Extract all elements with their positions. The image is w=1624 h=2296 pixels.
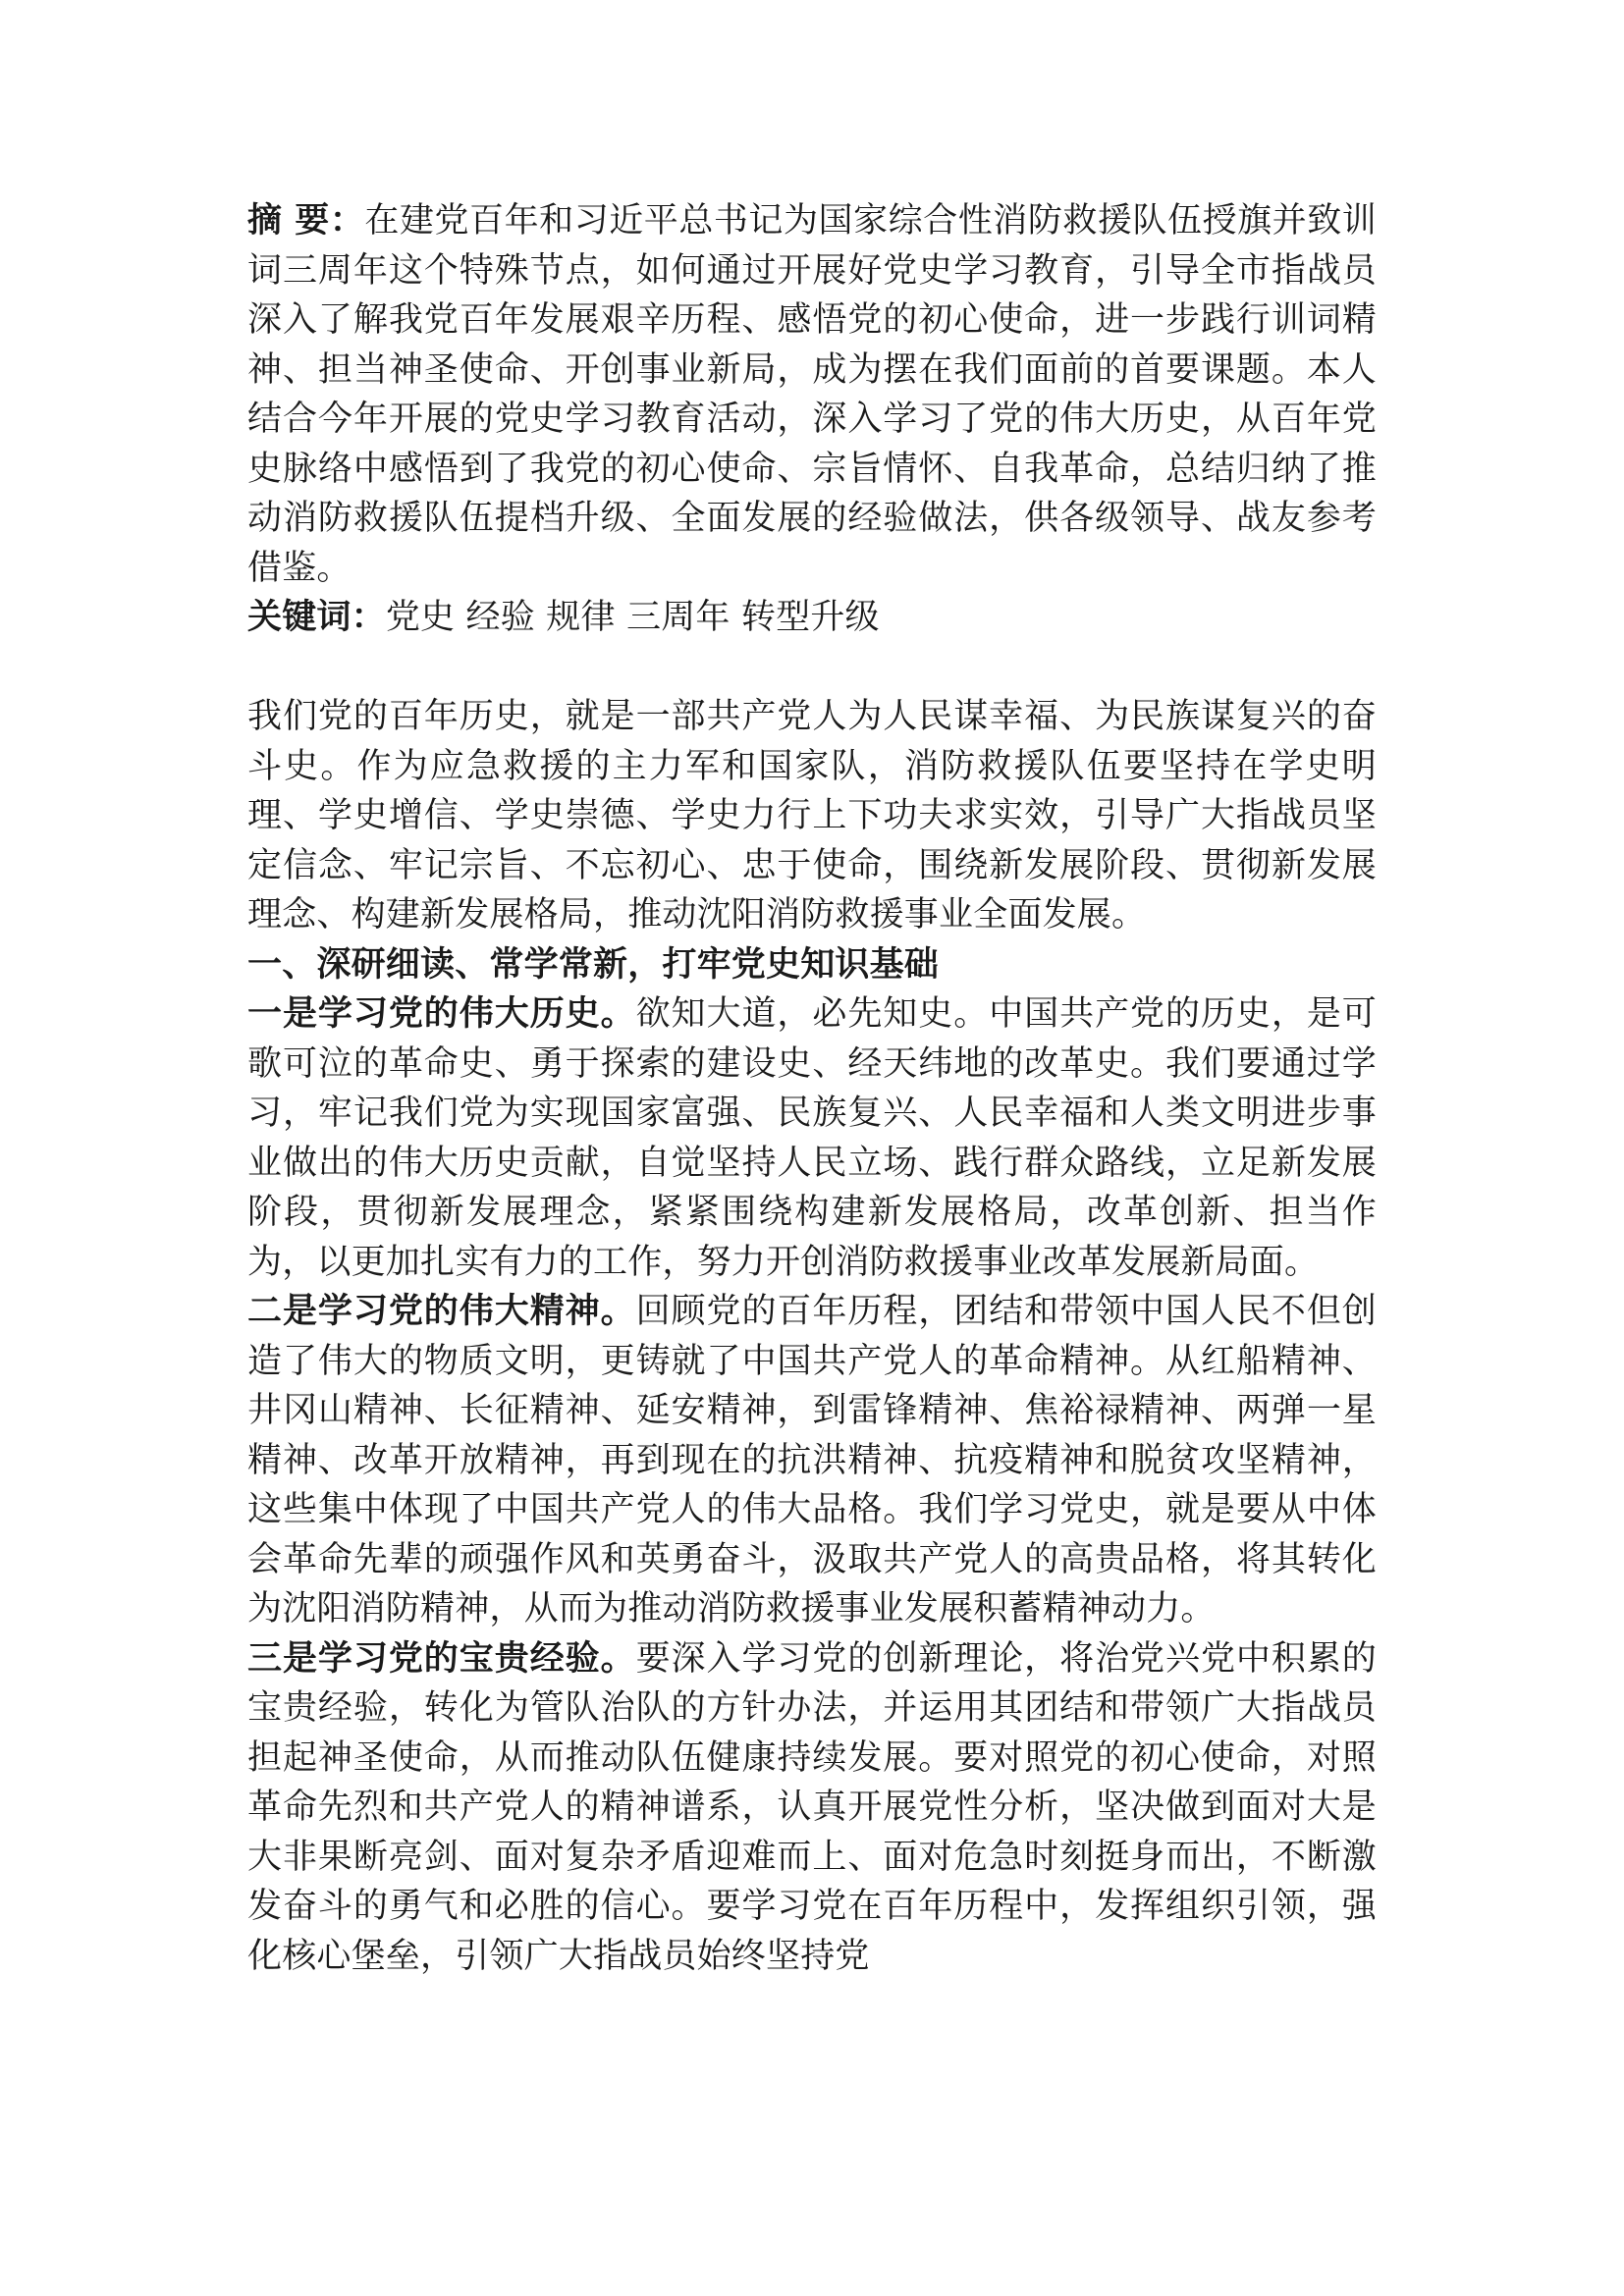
- point-paragraph: [247, 1634, 1377, 1982]
- point-lead: 一是学习党的伟大历史。: [247, 994, 636, 1034]
- keywords-label: 关键词：: [247, 598, 386, 637]
- point-text: 要深入学习党的创新理论，将治党兴党中积累的宝贵经验，转化为管队治队的方针办法，并运用其团结和带领广大指战员担起神圣使命，从而推动队伍健康持续发展。要对照党的初心使命，对照革命先烈和共产党人的精神谱系，认真开展党性分析，坚决做到面对大是大非果断亮剑、面对复杂矛盾迎难而上、面对危急时刻挺身而出，不断激发奋斗的勇气和必胜的信心。要学习党在百年历程中，发挥组织引领，强化核心堡垒，引领广大指战员始终坚持党: [247, 1638, 1378, 1976]
- point-text: 欲知大道，必先知史。中国共产党的历史，是可歌可泣的革命史、勇于探索的建设史、经天纬地的改革史。我们要通过学习，牢记我们党为实现国家富强、民族复兴、人民幸福和人类文明进步事业做出的伟大历史贡献，自觉坚持人民立场、践行群众路线，立足新发展阶段，贯彻新发展理念，紧紧围绕构建新发展格局，改革创新、担当作为，以更加扎实有力的工作，努力开创消防救援事业改革发展新局面。: [247, 994, 1378, 1282]
- blank-line: [247, 643, 1377, 693]
- point-paragraph: [247, 1287, 1377, 1634]
- point-lead: 三是学习党的宝贵经验。: [247, 1638, 636, 1679]
- point-lead: 二是学习党的伟大精神。: [247, 1292, 636, 1331]
- section-heading: 一、深研细读、常学常新，打牢党史知识基础: [247, 944, 940, 985]
- document-page: [247, 196, 1377, 1981]
- keywords-text: 党史 经验 规律 三周年 转型升级: [385, 598, 880, 637]
- abstract-label: 摘 要：: [247, 201, 365, 240]
- abstract-paragraph: [247, 196, 1377, 593]
- point-text: 回顾党的百年历程，团结和带领中国人民不但创造了伟大的物质文明，更铸就了中国共产党人的革命精神。从红船精神、井冈山精神、长征精神、延安精神，到雷锋精神、焦裕禄精神、两弹一星精神、改革开放精神，再到现在的抗洪精神、抗疫精神和脱贫攻坚精神，这些集中体现了中国共产党人的伟大品格。我们学习党史，就是要从中体会革命先辈的顽强作风和英勇奋斗，汲取共产党人的高贵品格，将其转化为沈阳消防精神，从而为推动消防救援事业发展积蓄精神动力。: [247, 1292, 1378, 1629]
- keywords-paragraph: [247, 593, 1377, 643]
- intro-paragraph: 我们党的百年历史，就是一部共产党人为人民谋幸福、为民族谋复兴的奋斗史。作为应急救援的主力军和国家队，消防救援队伍要坚持在学史明理、学史增信、学史崇德、学史力行上下功夫求实效，引导广大指战员坚定信念、牢记宗旨、不忘初心、忠于使命，围绕新发展阶段、贯彻新发展理念、构建新发展格局，推动沈阳消防救援事业全面发展。: [247, 697, 1377, 934]
- point-paragraph: [247, 989, 1377, 1287]
- abstract-text: 在建党百年和习近平总书记为国家综合性消防救援队伍授旗并致训词三周年这个特殊节点，如何通过开展好党史学习教育，引导全市指战员深入了解我党百年发展艰辛历程、感悟党的初心使命，进一步践行训词精神、担当神圣使命、开创事业新局，成为摆在我们面前的首要课题。本人结合今年开展的党史学习教育活动，深入学习了党的伟大历史，从百年党史脉络中感悟到了我党的初心使命、宗旨情怀、自我革命，总结归纳了推动消防救援队伍提档升级、全面发展的经验做法，供各级领导、战友参考借鉴。: [247, 201, 1377, 588]
